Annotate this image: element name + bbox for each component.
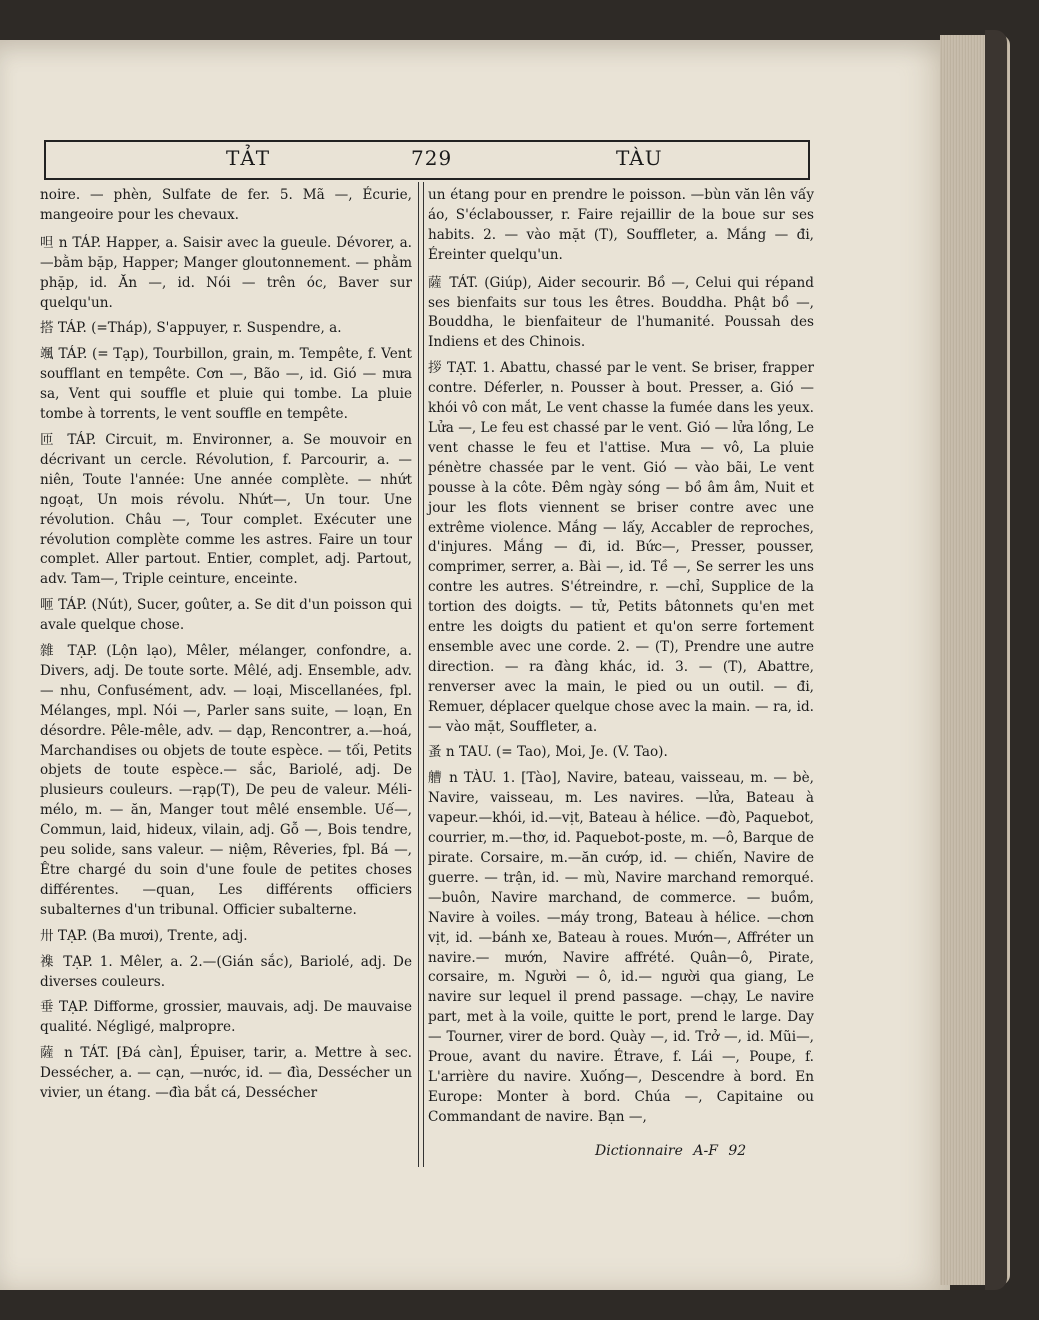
right-column — [428, 186, 814, 1134]
entry-tat-2: 薩 TÁT. (Giúp), Aider secourir. Bồ —, Celui qui répand ses bienfaits sur tous les êtres. Bouddha. Phật bồ —, Bouddha, le bienfaiteur de l'humanité. Poussah des Indiens et des Chinois. — [428, 274, 814, 351]
entry-tau-2: 艚 n TÀU. 1. [Tào], Navire, bateau, vaisseau, m. — bè, Navire, vaisseau, m. Les navires. —lửa, Bateau à vapeur.—khói, id.—vịt, Bateau à hélice. —đò, Paquebot, courrier, m.—thơ, id. Paquebot-poste, m. —ô, Barque de pirate. Corsaire, m.—ăn cướp, id. — chiến, Navire de guerre. — trận, id. — mù, Navire marchand remorqué. —buôn, Navire marchand, de commerce. — buồm, Navire à voiles. —máy trong, Bateau à hélice. —chơn vịt, id. —bánh xe, Bateau à roues. Mướn—, Affréter un navire.— mướn, Navire affrété. Quân—ô, Pirate, corsaire, m. Người — ô, id.— người qua giang, Le navire sur lequel il prend passage. —chạy, Le navire part, met à la voile, quitte le port, prend le large. Day — Tourner, virer de bord. Quày —, id. Trở —, id. Mũi—, Proue, avant du navire. Étrave, f. Lái —, Poupe, f. L'arrière du navire. Xuống—, Descendre à bord. En Europe: Monter à bord. Chúa —, Capitaine ou Commandant de navire. Bạn —, — [428, 770, 814, 1125]
column-divider — [418, 182, 424, 1167]
signature-footer: Dictionnaire A-F 92 — [595, 1143, 747, 1159]
header-right-word: TÀU — [616, 146, 663, 170]
entry-tap-8: 襍 TẠP. 1. Mêler, a. 2.—(Gián sắc), Bariolé, adj. De diverses couleurs. — [40, 953, 412, 990]
entry-continuation: un étang pour en prendre le poisson. —bùn văn lên vấy áo, S'éclabousser, r. Faire rejaillir de la boue sur ses habits. 2. — vào mặt (T), Souffleter, a. Mắng — đi, Éreinter quelqu'un. — [428, 187, 814, 263]
page-number: 729 — [411, 146, 453, 170]
entry-tap-5: 咂 TÁP. (Nút), Sucer, goûter, a. Se dit d'un poisson qui avale quelque chose. — [40, 597, 412, 634]
entry-tap-6: 雜 TẠP. (Lộn lạo), Mêler, mélanger, confondre, a. Divers, adj. De toute sorte. Mêlé, adj. Ensemble, adv. — nhu, Confusément, adv. — loại, Miscellanées, fpl. Mélanges, mpl. Nói —, Parler sans suite, — loạn, En désordre. Pêle-mêle, adv. — dạp, Rencontrer, a.—hoá, Marchandises ou objets de toute espèce. — tối, Petits objets de toute espèce.— sắc, Bariolé, adj. De plusieurs couleurs. —rạp(T), De peu de valeur. Méli-mélo, m. — ăn, Manger tout mêlé ensemble. Uế—, Commun, laid, hideux, vilain, adj. Gỗ —, Bois tendre, peu solide, sans valeur. — niệm, Rêveries, fpl. Bá —, Être chargé du soin d'une foule de petites choses différentes. —quan, Les différents officiers subalternes d'un tribunal. Officier subalterne. — [40, 643, 412, 918]
entry-tap-3: 颯 TÁP. (= Tạp), Tourbillon, grain, m. Tempête, f. Vent soufflant en tempête. Cơn —, Bão —, id. Gió — mưa sa, Vent qui souffle et pluie qui tombe. La pluie tombe à torrents, le vent souffle en tempête. — [40, 346, 412, 423]
running-header — [44, 140, 810, 180]
entry-tat-3: 拶 TẠT. 1. Abattu, chassé par le vent. Se briser, frapper contre. Déferler, n. Pousser à bout. Presser, a. Gió — khói vô con mắt, Le vent chasse la fumée dans les yeux. Lửa —, Le feu est chassé par le vent. Gió — lửa lồng, Le vent chasse le feu et l'attise. Mưa — vô, La pluie pénètre chassée par le vent. Gió — vào bãi, Le vent pousse à la côte. Đêm ngày sóng — bồ âm âm, Nuit et jour les flots viennent se briser contre avec une extrême violence. Mắng — lấy, Accabler de reproches, d'injures. Mắng — đi, id. Bức—, Presser, pousser, comprimer, serrer, a. Bài —, id. Tề —, Se serrer les uns contre les autres. S'étreindre, r. —chỉ, Supplice de la tortion des doigts. — tử, Petits bâtonnets qu'en met entre les doigts du patient et qu'on serre fortement ensemble avec une corde. 2. — (T), Prendre une autre direction. — ra đàng khác, id. 3. — (T), Abattre, renverser avec la main, le pied ou un outil. — đi, Remuer, déplacer quelque chose avec la main. — ra, id. — vào mặt, Souffleter, a. — [428, 360, 814, 735]
entry-continuation: noire. — phèn, Sulfate de fer. 5. Mã —, Écurie, mangeoire pour les chevaux. — [40, 187, 412, 223]
entry-tap-7: 卅 TẠP. (Ba mươi), Trente, adj. — [40, 927, 248, 944]
entry-tat-1: 薩 n TÁT. [Đá càn], Épuiser, tarir, a. Mettre à sec. Dessécher, a. — cạn, —nước, id. — đìa, Dessécher un vivier, un étang. —đìa bắt cá, Dessécher — [40, 1045, 412, 1102]
book-cover-edge — [985, 30, 1007, 1290]
entry-tap-2: 搭 TÁP. (=Tháp), S'appuyer, r. Suspendre, a. — [40, 320, 342, 337]
entry-tau-1: 蚤 n TAU. (= Tao), Moi, Je. (V. Tao). — [428, 744, 668, 761]
entry-tap-1: 呾 n TÁP. Happer, a. Saisir avec la gueule. Dévorer, a.—bằm bặp, Happer; Manger gloutonnement. — phằm phặp, id. Ăn —, id. Nói — trên óc, Baver sur quelqu'un. — [40, 234, 412, 311]
entry-tap-4: 匝 TÁP. Circuit, m. Environner, a. Se mouvoir en décrivant un cercle. Révolution, f. Parcourir, a. — niên, Toute l'année: Une année complète. — nhứt ngoạt, Un mois révolu. Nhứt—, Un tour. Une révolution. Châu —, Tour complet. Exécuter une révolution complète comme les astres. Faire un tour complet. Aller partout. Entier, complet, adj. Partout, adv. Tam—, Triple ceinture, enceinte. — [40, 431, 412, 588]
entry-tap-9: 垂 TẠP. Difforme, grossier, mauvais, adj. De mauvaise qualité. Négligé, malpropre. — [40, 999, 412, 1036]
header-left-word: TẢT — [226, 146, 271, 170]
left-column — [40, 186, 412, 1110]
